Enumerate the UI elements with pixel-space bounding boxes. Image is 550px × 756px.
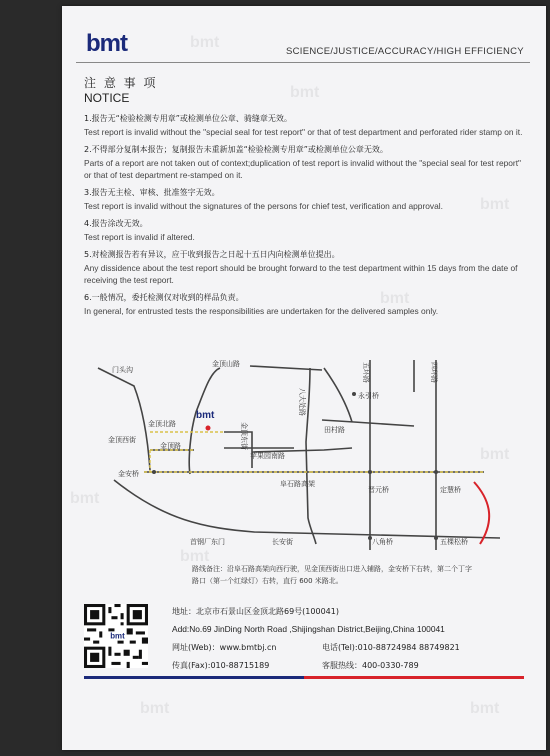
map-label: 定慧桥 bbox=[440, 486, 461, 494]
watermark-logo: bmt bbox=[140, 700, 170, 717]
junction-dot bbox=[152, 470, 156, 474]
map-label: 五棵松桥 bbox=[440, 538, 468, 546]
watermark-logo: bmt bbox=[480, 446, 510, 463]
svg-text:五环路: 五环路 bbox=[362, 362, 370, 383]
map-label: 苹果园南路 bbox=[250, 452, 285, 460]
route-note: 路线备注：沿阜石路高架向西行驶，见金顶西街出口进入辅路，金安桥下右转，第二个丁字路口（第一个红绿灯）右转，直行 600 米路北。 bbox=[192, 565, 472, 585]
map-label: 金安桥 bbox=[118, 470, 139, 478]
watermark-logo: bmt bbox=[290, 84, 320, 101]
map-label-five-ring bbox=[362, 362, 371, 383]
map-label-jinding-east bbox=[240, 422, 249, 450]
map-label: 晋元桥 bbox=[368, 486, 389, 494]
watermark-logo: bmt bbox=[480, 196, 510, 213]
location-map bbox=[84, 352, 504, 564]
junction-dot bbox=[434, 470, 438, 474]
map-label: 八角桥 bbox=[372, 538, 393, 546]
notice-title-cn: 注 意 事 项 bbox=[84, 76, 158, 90]
svg-text:八大处路: 八大处路 bbox=[298, 388, 306, 416]
notice-list bbox=[84, 112, 524, 322]
header-divider bbox=[76, 62, 530, 63]
map-label: 阜石路高架 bbox=[280, 480, 315, 488]
watermark-logo: bmt bbox=[180, 548, 210, 565]
qr-logo-text: bmt bbox=[110, 631, 125, 641]
notice-item: 3.报告无主检、审核、批准签字无效。 Test report is invalid without the signatures of the persons for chief test, verification and approval. bbox=[84, 188, 443, 211]
svg-text:金顶东街: 金顶东街 bbox=[240, 422, 248, 450]
junction-dot bbox=[352, 392, 356, 396]
fax: 传真(Fax):010-88715189 bbox=[172, 661, 270, 670]
map-label: 金顶路 bbox=[160, 442, 181, 450]
watermark-logo: bmt bbox=[470, 700, 500, 717]
junction-dot bbox=[434, 536, 438, 540]
notice-title-en: NOTICE bbox=[84, 91, 130, 105]
watermark-logo: bmt bbox=[190, 34, 220, 51]
footer-color-bar bbox=[84, 676, 524, 679]
notice-item: 4.报告涂改无效。 Test report is invalid if altered. bbox=[84, 219, 195, 242]
map-label-four-ring bbox=[430, 362, 439, 383]
bmt-logo: bmt bbox=[86, 30, 127, 57]
map-label: 金顶西街 bbox=[108, 436, 136, 444]
map-label: 金顶山路 bbox=[212, 360, 240, 368]
junction-dot bbox=[368, 470, 372, 474]
header-slogan: SCIENCE/JUSTICE/ACCURACY/HIGH EFFICIENCY bbox=[286, 46, 524, 57]
map-label: 长安街 bbox=[272, 538, 293, 546]
address-en: Add:No.69 JinDing North Road ,Shijingshan District,Beijing,China 100041 bbox=[172, 624, 445, 634]
map-label: 田村路 bbox=[324, 426, 345, 434]
website: 网址(Web)：www.bmtbj.cn bbox=[172, 643, 277, 652]
notice-item: 5.对检测报告若有异议，应于收到报告之日起十五日内向检测单位提出。 Any dissidence about the test report should be brought forward to the test department within 15 days from the date of receiving the test report. bbox=[84, 250, 518, 285]
map-bmt-logo: bmt bbox=[196, 410, 215, 421]
address-cn: 地址：北京市石景山区金顶北路69号(100041) bbox=[172, 607, 339, 616]
map-label: 永引桥 bbox=[358, 392, 379, 400]
notice-item: 6.一般情况，委托检测仅对收到的样品负责。 In general, for entrusted tests the responsibilities are undertaken for the delivered samples only. bbox=[84, 293, 439, 316]
watermark-logo: bmt bbox=[70, 490, 100, 507]
map-label: 首钢厂东门 bbox=[190, 538, 225, 546]
telephone: 电话(Tel):010-88724984 88749821 bbox=[322, 643, 460, 652]
map-label: 门头沟 bbox=[112, 366, 133, 374]
notice-item: 1.报告无“检验检测专用章”或检测单位公章、骑缝章无效。 Test report is invalid without the "special seal for test report" or that of test department and perforated rider stamp on it. bbox=[84, 114, 523, 137]
map-label-bada bbox=[298, 388, 307, 416]
qr-code bbox=[84, 604, 148, 668]
watermark-logo: bmt bbox=[380, 290, 410, 307]
hotline: 客服热线：400-0330-789 bbox=[322, 661, 419, 670]
map-label: 金顶北路 bbox=[148, 420, 176, 428]
notice-item: 2.不得部分复制本报告；复制报告未重新加盖“检验检测专用章”或检测单位公章无效。 Parts of a report are not taken out of context;duplication of test report is invalid without the "special seal for test report" or that of test department re-stamped on it. bbox=[84, 145, 522, 180]
bmt-location-marker bbox=[206, 426, 211, 431]
ring-road-arc bbox=[474, 482, 489, 544]
svg-text:四环路: 四环路 bbox=[430, 362, 438, 383]
highlight-route bbox=[144, 432, 484, 472]
